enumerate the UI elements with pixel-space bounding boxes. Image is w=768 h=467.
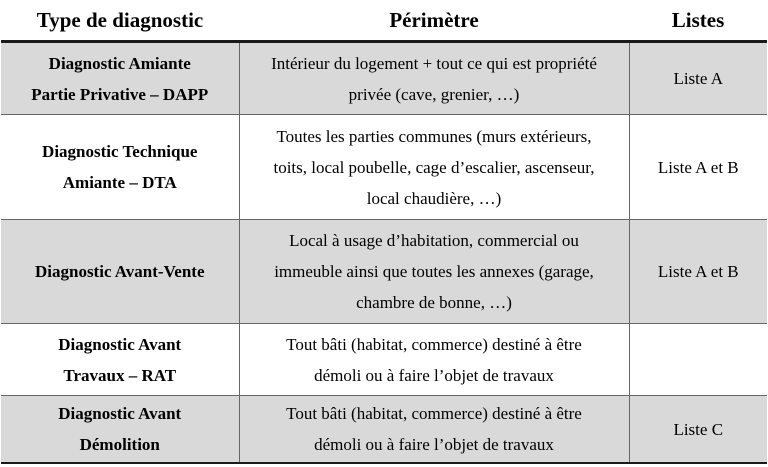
diagnostic-type-cell [1,220,239,324]
table-row [1,396,767,464]
diagnostic-type-cell [1,115,239,220]
perimetre-line: Toutes les parties communes (murs extérieurs, [276,126,592,146]
header-listes: Listes [629,0,767,42]
liste-cell: Liste A et B [629,115,767,220]
diagnostic-type-line: Amiante – DTA [62,173,177,192]
liste-cell: Liste A [629,42,767,115]
perimetre-line: immeuble ainsi que toutes les annexes (garage, [274,262,594,281]
diagnostic-type-line: Diagnostic Avant [58,334,182,354]
perimetre-line: démoli ou à faire l’objet de travaux [314,365,554,385]
diagnostic-type-line: Diagnostic Amiante [48,53,191,73]
diagnostic-type-cell [1,42,239,115]
table-row [1,324,767,396]
perimetre-line: chambre de bonne, …) [356,293,512,312]
diagnostic-type-cell [1,396,239,464]
perimetre-cell [239,396,629,464]
diagnostic-type-line: Travaux – RAT [63,365,177,385]
perimetre-line: démoli ou à faire l’objet de travaux [314,435,554,454]
perimetre-line: privée (cave, grenier, …) [348,84,520,104]
table-row [1,220,767,324]
table-header-row [1,0,767,42]
liste-cell: Liste A et B [629,220,767,324]
perimetre-line: Tout bâti (habitat, commerce) destiné à être [286,334,582,354]
perimetre-line: Local à usage d’habitation, commercial ou [289,231,579,250]
liste-cell: Liste C [629,396,767,464]
perimetre-cell [239,115,629,220]
perimetre-line: Tout bâti (habitat, commerce) destiné à être [286,404,582,423]
liste-cell [629,324,767,396]
diagnostic-type-line: Diagnostic Avant [58,404,182,423]
perimetre-cell [239,220,629,324]
perimetre-cell [239,324,629,396]
diagnostic-table [1,0,767,464]
table-row [1,115,767,220]
diagnostic-type-line: Démolition [79,435,160,454]
perimetre-line: Intérieur du logement + tout ce qui est propriété [271,53,597,73]
header-type: Type de diagnostic [1,0,239,42]
header-perimetre: Périmètre [239,0,629,42]
diagnostic-type-cell [1,324,239,396]
perimetre-line: local chaudière, …) [366,188,502,208]
perimetre-line: toits, local poubelle, cage d’escalier, ascenseur, [273,157,595,177]
diagnostic-type-line: Partie Privative – DAPP [31,84,209,104]
diagnostic-type-line: Diagnostic Technique [42,142,198,161]
perimetre-cell [239,42,629,115]
diagnostic-type-line: Diagnostic Avant-Vente [34,262,205,281]
table-row [1,42,767,115]
